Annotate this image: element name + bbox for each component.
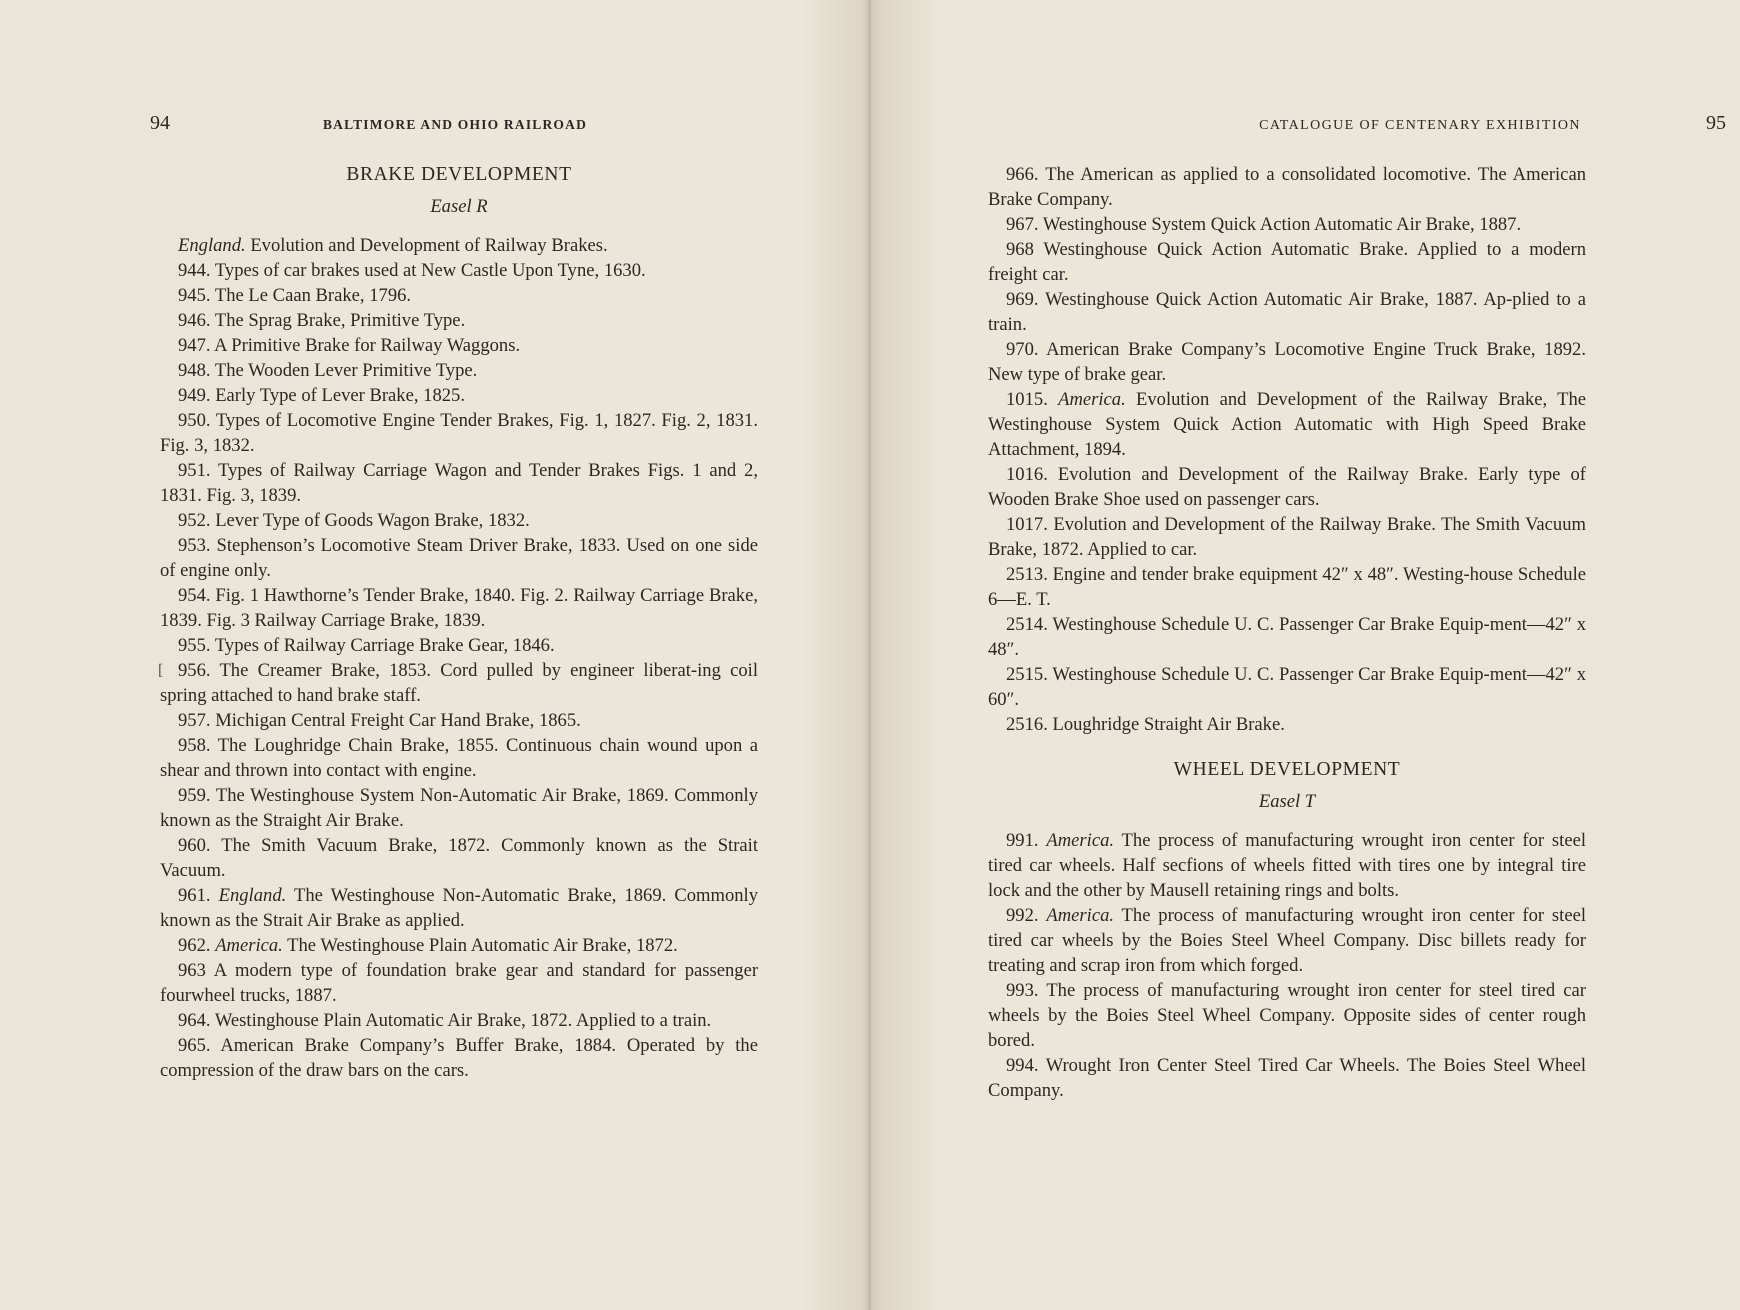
right-entry-list [988, 162, 1586, 737]
entry-text: Types of Railway Carriage Wagon and Tender Brakes Figs. 1 and 2, 1831. Fig. 3, 1839. [160, 460, 758, 506]
catalogue-entry [160, 958, 758, 1008]
entry-text: Westinghouse Schedule U. C. Passenger Car Brake Equip-ment—42″ x 60″. [988, 664, 1587, 710]
entry-text: Types of Railway Carriage Brake Gear, 1846. [214, 635, 555, 656]
catalogue-entry [160, 283, 758, 308]
entry-country: America. [1046, 830, 1115, 851]
entry-text: Evolution and Development of the Railway Brake. The Smith Vacuum Brake, 1872. Applied to car. [988, 514, 1586, 560]
catalogue-entry [160, 533, 758, 583]
entry-text: Michigan Central Freight Car Hand Brake, 1865. [215, 710, 581, 731]
entry-number: 945. [178, 285, 215, 306]
entry-text: Westinghouse Plain Automatic Air Brake, 1872. Applied to a train. [214, 1010, 712, 1031]
entry-country: America. [1046, 905, 1115, 926]
catalogue-entry [988, 237, 1586, 287]
brake-section-title: BRAKE DEVELOPMENT [346, 164, 572, 185]
catalogue-entry [988, 212, 1586, 237]
entry-number: 2513. [1006, 564, 1053, 585]
entry-number: 959. [178, 785, 216, 806]
intro-country: England. [178, 235, 246, 256]
catalogue-entry [988, 828, 1586, 903]
right-page-number: 95 [1705, 112, 1726, 134]
entry-number: 964. [178, 1010, 215, 1031]
entry-country: America. [1058, 389, 1126, 410]
left-entry-list [160, 258, 758, 1083]
entry-text: Types of car brakes used at New Castle Upon Tyne, 1630. [214, 260, 646, 281]
left-page [0, 0, 868, 1310]
catalogue-entry [160, 583, 758, 633]
entry-number: 968 [1006, 239, 1044, 260]
entry-number: 2516. [1006, 714, 1053, 735]
catalogue-entry [988, 337, 1586, 387]
entry-number: 952. [178, 510, 216, 531]
right-running-title: CATALOGUE OF CENTENARY EXHIBITION [1259, 118, 1581, 133]
entry-number: 955. [178, 635, 215, 656]
catalogue-entry [988, 462, 1586, 512]
entry-text: Engine and tender brake equipment 42″ x 48″. Westing-house Schedule 6—E. T. [988, 564, 1587, 610]
catalogue-entry [160, 408, 758, 458]
entry-number: 969. [1006, 289, 1046, 310]
catalogue-entry [160, 883, 758, 933]
entry-text: Fig. 1 Hawthorne’s Tender Brake, 1840. Fig. 2. Railway Carriage Brake, 1839. Fig. 3 Railway Carriage Brake, 1839. [160, 585, 759, 631]
entry-country: England. [218, 885, 287, 906]
catalogue-entry [160, 458, 758, 508]
entry-text: The process of manufacturing wrought iron center for steel tired car wheels by the Boies Steel Wheel Company. Disc billets ready for treating and scrap iron from which forged. [988, 905, 1586, 976]
catalogue-entry [160, 708, 758, 733]
entry-number: 1016. [1006, 464, 1058, 485]
right-page-body [988, 162, 1586, 1103]
entry-number: 951. [178, 460, 219, 481]
catalogue-entry [988, 612, 1586, 662]
catalogue-entry [988, 512, 1586, 562]
catalogue-entry [988, 387, 1586, 462]
entry-number: 949. [178, 385, 216, 406]
entry-text: The process of manufacturing wrought iron center for steel tired car wheels. Half secfions of wheels fitted with tires one by integral tire lock and the other by Mausell retaining rings and bolts. [988, 830, 1586, 901]
entry-number: 957. [178, 710, 216, 731]
entry-text: Lever Type of Goods Wagon Brake, 1832. [215, 510, 530, 531]
entry-number: 966. [1006, 164, 1046, 185]
entry-number: 956. [178, 660, 220, 681]
entry-text: The Creamer Brake, 1853. Cord pulled by engineer liberat-ing coil spring attached to hand brake staff. [160, 660, 758, 706]
entry-text: Evolution and Development of the Railway Brake, The Westinghouse System Quick Action Automatic with High Speed Brake Attachment, 1894. [988, 389, 1587, 460]
entry-text: The Wooden Lever Primitive Type. [214, 360, 478, 381]
entry-number: 991. [1006, 830, 1047, 851]
entry-number: 954. [178, 585, 216, 606]
entry-text: Evolution and Development of the Railway Brake. Early type of Wooden Brake Shoe used on passenger cars. [988, 464, 1587, 510]
left-running-title: BALTIMORE AND OHIO RAILROAD [322, 117, 588, 132]
entry-text: Westinghouse Quick Action Automatic Air Brake, 1887. Ap-plied to a train. [988, 289, 1586, 335]
brake-intro [160, 233, 758, 258]
catalogue-entry [160, 658, 758, 708]
entry-number: 953. [178, 535, 217, 556]
entry-text: Stephenson’s Locomotive Steam Driver Brake, 1833. Used on one side of engine only. [160, 535, 759, 581]
entry-number: 1015. [1006, 389, 1059, 410]
entry-number: 2514. [1006, 614, 1053, 635]
entry-text: American Brake Company’s Locomotive Engine Truck Brake, 1892. New type of brake gear. [988, 339, 1586, 385]
catalogue-entry [160, 933, 758, 958]
catalogue-entry [160, 1033, 758, 1083]
catalogue-entry [160, 783, 758, 833]
catalogue-entry [160, 308, 758, 333]
catalogue-entry [988, 1053, 1586, 1103]
catalogue-entry [160, 258, 758, 283]
entry-text: The Le Caan Brake, 1796. [214, 285, 412, 306]
entry-text: The American as applied to a consolidated locomotive. The American Brake Company. [988, 164, 1586, 210]
catalogue-entry [988, 162, 1586, 212]
entry-number: 994. [1006, 1055, 1046, 1076]
catalogue-entry [160, 633, 758, 658]
entry-text: Wrought Iron Center Steel Tired Car Wheels. The Boies Steel Wheel Company. [988, 1055, 1586, 1101]
entry-number: 967. [1006, 214, 1043, 235]
margin-bracket-mark: [ [158, 662, 164, 679]
entry-number: 958. [178, 735, 218, 756]
catalogue-entry [160, 333, 758, 358]
entry-country: America. [215, 935, 283, 956]
wheel-section-title: WHEEL DEVELOPMENT [1173, 759, 1401, 780]
entry-text: The Westinghouse Plain Automatic Air Brake, 1872. [282, 935, 678, 956]
entry-number: 947. [178, 335, 215, 356]
catalogue-entry [160, 1008, 758, 1033]
catalogue-entry [988, 978, 1586, 1053]
left-page-number: 94 [150, 112, 170, 134]
entry-text: Westinghouse System Quick Action Automatic Air Brake, 1887. [1042, 214, 1522, 235]
left-page-body [160, 162, 758, 1083]
entry-number: 962. [178, 935, 216, 956]
entry-text: Loughridge Straight Air Brake. [1052, 714, 1285, 735]
entry-text: The Smith Vacuum Brake, 1872. Commonly known as the Strait Vacuum. [160, 835, 759, 881]
entry-text: The Loughridge Chain Brake, 1855. Continuous chain wound upon a shear and thrown into contact with engine. [160, 735, 758, 781]
book-gutter [868, 0, 871, 1310]
entry-number: 2515. [1006, 664, 1053, 685]
entry-text: Early Type of Lever Brake, 1825. [215, 385, 465, 406]
entry-text: Westinghouse Quick Action Automatic Brake. Applied to a modern freight car. [988, 239, 1586, 285]
catalogue-entry [988, 287, 1586, 337]
entry-text: Westinghouse Schedule U. C. Passenger Car Brake Equip-ment—42″ x 48″. [988, 614, 1587, 660]
entry-number: 944. [178, 260, 215, 281]
wheel-section-subtitle: Easel T [1258, 791, 1316, 812]
entry-number: 970. [1006, 339, 1047, 360]
brake-section-subtitle: Easel R [430, 196, 488, 217]
entry-text: The Sprag Brake, Primitive Type. [214, 310, 466, 331]
entry-text: The Westinghouse System Non-Automatic Air Brake, 1869. Commonly known as the Straight Air Brake. [160, 785, 758, 831]
intro-text: Evolution and Development of Railway Brakes. [245, 235, 608, 256]
entry-number: 993. [1006, 980, 1047, 1001]
entry-number: 948. [178, 360, 215, 381]
entry-text: The process of manufacturing wrought iron center for steel tired car wheels by the Boies Steel Wheel Company. Opposite sides of center rough bored. [988, 980, 1586, 1051]
entry-number: 950. [178, 410, 216, 431]
right-running-head [1114, 112, 1726, 142]
right-page [872, 0, 1740, 1310]
catalogue-entry [988, 903, 1586, 978]
entry-number: 1017. [1006, 514, 1054, 535]
entry-number: 963 [178, 960, 214, 981]
entry-number: 992. [1006, 905, 1047, 926]
catalogue-entry [160, 733, 758, 783]
entry-text: The Westinghouse Non-Automatic Brake, 1869. Commonly known as the Strait Air Brake as applied. [160, 885, 759, 931]
entry-text: Types of Locomotive Engine Tender Brakes, Fig. 1, 1827. Fig. 2, 1831. Fig. 3, 1832. [160, 410, 758, 456]
entry-text: A modern type of foundation brake gear and standard for passenger fourwheel trucks, 1887. [160, 960, 759, 1006]
entry-text: American Brake Company’s Buffer Brake, 1884. Operated by the compression of the draw bars on the cars. [160, 1035, 758, 1081]
catalogue-entry [160, 383, 758, 408]
catalogue-entry [988, 712, 1586, 737]
entry-number: 965. [178, 1035, 221, 1056]
catalogue-entry [160, 508, 758, 533]
wheel-entry-list [988, 828, 1586, 1103]
catalogue-entry [160, 358, 758, 383]
left-running-head [150, 112, 760, 142]
catalogue-entry [988, 662, 1586, 712]
catalogue-entry [988, 562, 1586, 612]
entry-text: A Primitive Brake for Railway Waggons. [214, 335, 521, 356]
entry-number: 961. [178, 885, 219, 906]
entry-number: 960. [178, 835, 222, 856]
entry-number: 946. [178, 310, 215, 331]
catalogue-entry [160, 833, 758, 883]
